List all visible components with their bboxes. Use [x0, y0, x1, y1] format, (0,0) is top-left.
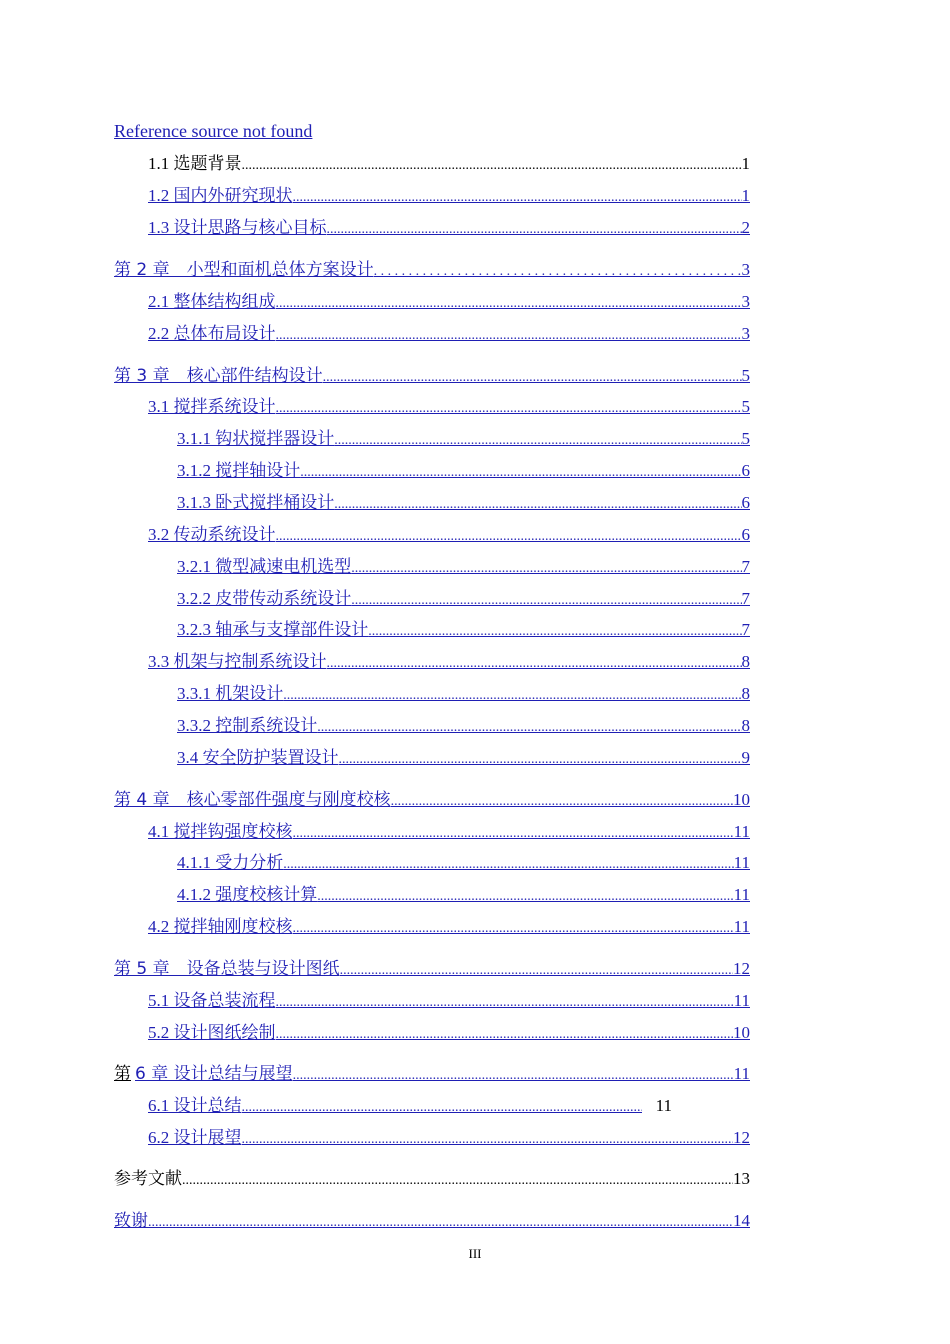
toc-leader-dots — [276, 1026, 734, 1044]
toc-page-number: 6 — [741, 493, 750, 512]
toc-leader-dots — [293, 1067, 734, 1085]
toc-page-number: 3 — [741, 260, 750, 279]
toc-entry-2-1[interactable] — [148, 291, 750, 313]
toc-leader-dots — [242, 157, 742, 175]
toc-entry-title: 第 2 章 小型和面机总体方案设计 — [114, 260, 374, 280]
toc-entry-3-2-2[interactable] — [177, 588, 750, 610]
toc-leader-dots — [293, 189, 742, 207]
toc-entry-3-1[interactable] — [148, 396, 750, 418]
toc-entry-5-2[interactable] — [148, 1022, 750, 1044]
toc-leader-dots — [276, 327, 742, 345]
toc-leader-dots — [293, 920, 734, 938]
toc-page-number: 12 — [733, 1128, 750, 1147]
toc-entry-2-2[interactable] — [148, 323, 750, 345]
toc-acknowledgements[interactable] — [114, 1210, 750, 1232]
toc-entry-title: 3.1.1 钩状搅拌器设计 — [177, 429, 335, 448]
toc-entry-title: 4.1.2 强度校核计算 — [177, 885, 318, 904]
toc-page-number: 11 — [733, 917, 750, 936]
toc-entry-title: 3.1.3 卧式搅拌桶设计 — [177, 493, 335, 512]
toc-entry-3-1-1[interactable] — [177, 428, 750, 450]
toc-leader-dots — [293, 825, 734, 843]
toc-chapter-prefix: 第 — [114, 1064, 131, 1084]
toc-entry-title: 3.1 搅拌系统设计 — [148, 397, 276, 416]
toc-entry-4-1[interactable] — [148, 821, 750, 843]
toc-page-number: 11 — [655, 1096, 672, 1115]
toc-entry-title: 4.1.1 受力分析 — [177, 853, 284, 872]
toc-leader-dots — [323, 369, 742, 387]
toc-chapter-6[interactable] — [114, 1063, 750, 1085]
toc-entry-6-2[interactable] — [148, 1127, 750, 1149]
toc-entry-3-3-1[interactable] — [177, 683, 750, 705]
toc-entry-title: 3.2.2 皮带传动系统设计 — [177, 589, 352, 608]
toc-entry-1-1[interactable] — [148, 153, 750, 175]
toc-entry-3-1-2[interactable] — [177, 460, 750, 482]
toc-page-number: 5 — [741, 429, 750, 448]
toc-page-number: 8 — [741, 716, 750, 735]
toc-page-number: 7 — [741, 589, 750, 608]
toc-page-number: 9 — [741, 748, 750, 767]
toc-page-number: 2 — [741, 218, 750, 237]
toc-page-number: 10 — [733, 1023, 750, 1042]
toc-entry-title: 第 5 章 设备总装与设计图纸 — [114, 959, 340, 979]
toc-entry-title: 3.2 传动系统设计 — [148, 525, 276, 544]
toc-leader-dots — [276, 400, 742, 418]
toc-entry-3-2-1[interactable] — [177, 556, 750, 578]
toc-entry-title: 1.3 设计思路与核心目标 — [148, 218, 327, 237]
toc-entry-3-3[interactable] — [148, 651, 750, 673]
toc-entry-3-4[interactable] — [177, 747, 750, 769]
toc-entry-title: 第 3 章 核心部件结构设计 — [114, 366, 323, 386]
toc-entry-title: 6.1 设计总结 — [148, 1096, 242, 1115]
toc-leader-dots — [374, 263, 742, 281]
toc-entry-title: 1.1 选题背景 — [148, 154, 242, 173]
toc-chapter-3[interactable] — [114, 365, 750, 387]
toc-leader-dots — [182, 1172, 733, 1190]
toc-page-number: 3 — [741, 292, 750, 311]
toc-leader-dots — [339, 751, 742, 769]
toc-leader-dots — [334, 432, 741, 450]
toc-leader-dots — [391, 793, 733, 811]
toc-page-number: 11 — [733, 991, 750, 1010]
toc-leader-dots — [368, 623, 741, 641]
toc-leader-dots — [283, 856, 733, 874]
toc-entry-title: 3.1.2 搅拌轴设计 — [177, 461, 301, 480]
toc-leader-dots — [327, 655, 742, 673]
toc-entry-title: 3.3.2 控制系统设计 — [177, 716, 318, 735]
toc-entry-3-2-3[interactable] — [177, 619, 750, 641]
toc-page-number: 5 — [741, 366, 750, 385]
toc-entry-title: 3.3 机架与控制系统设计 — [148, 652, 327, 671]
toc-leader-dots — [242, 1131, 734, 1149]
toc-entry-3-3-2[interactable] — [177, 715, 750, 737]
toc-leader-dots — [351, 560, 741, 578]
toc-entry-3-1-3[interactable] — [177, 492, 750, 514]
toc-page-number: 14 — [733, 1211, 750, 1230]
toc-page-number: 11 — [733, 885, 750, 904]
toc-entry-4-1-2[interactable] — [177, 884, 750, 906]
toc-entry-4-2[interactable] — [148, 916, 750, 938]
toc-entry-4-1-1[interactable] — [177, 852, 750, 874]
toc-page-number: 7 — [741, 620, 750, 639]
toc-chapter-2[interactable] — [114, 259, 750, 281]
toc-page-number: 13 — [733, 1169, 750, 1188]
toc-page-number: 1 — [741, 154, 750, 173]
toc-page-number: 6 — [741, 461, 750, 480]
reference-error-link[interactable]: Reference source not found — [114, 121, 313, 141]
toc-leader-dots — [327, 221, 742, 239]
toc-references[interactable] — [114, 1168, 750, 1190]
toc-entry-title: 3.3.1 机架设计 — [177, 684, 284, 703]
toc-entry-title: 1.2 国内外研究现状 — [148, 186, 293, 205]
toc-leader-dots — [148, 1214, 733, 1232]
toc-entry-title: 6 章 设计总结与展望 — [135, 1064, 293, 1084]
toc-entry-1-3[interactable] — [148, 217, 750, 239]
toc-page-number: 5 — [741, 397, 750, 416]
toc-entry-title: 4.2 搅拌轴刚度校核 — [148, 917, 293, 936]
toc-entry-title: 5.1 设备总装流程 — [148, 991, 276, 1010]
page-number-footer: III — [468, 1246, 482, 1261]
toc-entry-title: 6.2 设计展望 — [148, 1128, 242, 1147]
toc-entry-title: 4.1 搅拌钩强度校核 — [148, 822, 293, 841]
toc-page-number: 6 — [741, 525, 750, 544]
toc-page-number: 7 — [741, 557, 750, 576]
toc-leader-dots — [276, 528, 742, 546]
toc-leader-dots — [242, 1099, 643, 1117]
toc-page-number: 11 — [733, 1064, 750, 1083]
toc-page-number: 8 — [741, 652, 750, 671]
toc-entry-title: 2.1 整体结构组成 — [148, 292, 276, 311]
toc-page-number: 8 — [741, 684, 750, 703]
toc-leader-dots — [317, 719, 741, 737]
toc-leader-dots — [276, 994, 734, 1012]
toc-entry-title: 3.4 安全防护装置设计 — [177, 748, 339, 767]
toc-page-number: 12 — [733, 959, 750, 978]
toc-page-number: 3 — [741, 324, 750, 343]
toc-entry-title: 5.2 设计图纸绘制 — [148, 1023, 276, 1042]
toc-page-number: 1 — [741, 186, 750, 205]
toc-page-number: 11 — [733, 822, 750, 841]
toc-leader-dots — [334, 496, 741, 514]
toc-chapter-4[interactable] — [114, 789, 750, 811]
toc-entry-3-2[interactable] — [148, 524, 750, 546]
toc-page-number: 11 — [733, 853, 750, 872]
toc-leader-dots — [351, 592, 741, 610]
toc-leader-dots — [276, 295, 742, 313]
toc-entry-title: 第 4 章 核心零部件强度与刚度校核 — [114, 790, 391, 810]
toc-entry-title: 3.2.3 轴承与支撑部件设计 — [177, 620, 369, 639]
toc-leader-dots — [317, 888, 733, 906]
toc-entry-title: 2.2 总体布局设计 — [148, 324, 276, 343]
toc-chapter-5[interactable] — [114, 958, 750, 980]
toc-leader-dots — [283, 687, 741, 705]
toc-leader-dots — [340, 962, 733, 980]
toc-entry-title: 致谢 — [114, 1211, 148, 1231]
toc-entry-title: 参考文献 — [114, 1169, 182, 1189]
toc-entry-5-1[interactable] — [148, 990, 750, 1012]
toc-entry-title: 3.2.1 微型减速电机选型 — [177, 557, 352, 576]
toc-page-number: 10 — [733, 790, 750, 809]
toc-leader-dots — [300, 464, 741, 482]
toc-entry-1-2[interactable] — [148, 185, 750, 207]
toc-entry-6-1[interactable] — [148, 1095, 672, 1117]
